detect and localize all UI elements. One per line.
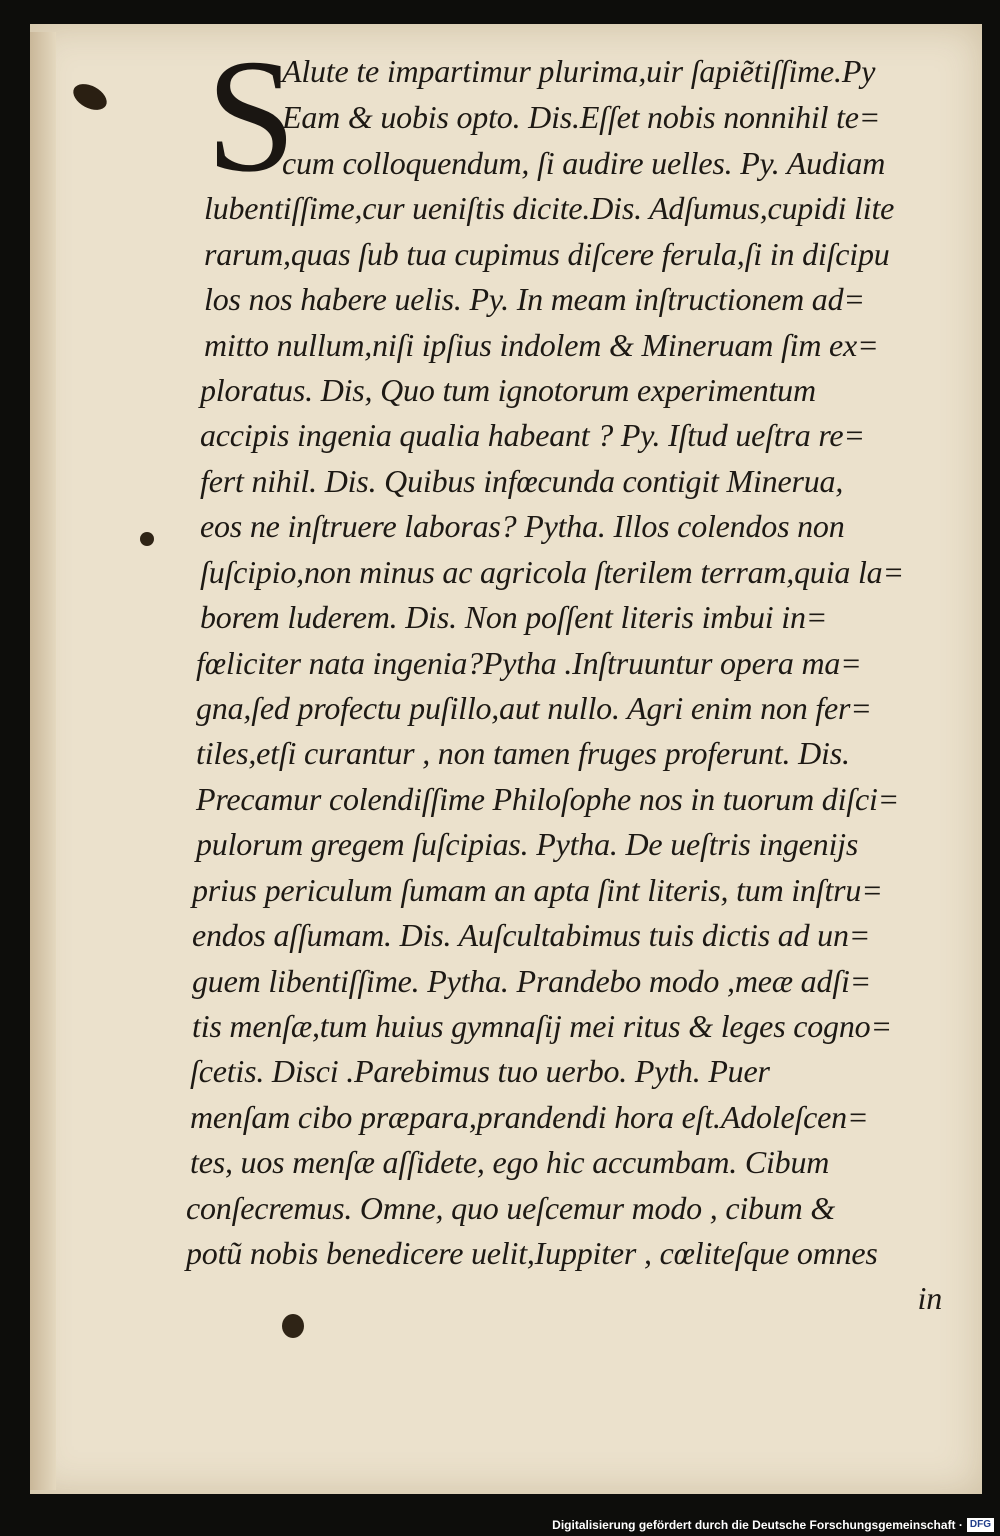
text-line: tis menſæ,tum huius gymnaſij mei ritus & leges cogno= xyxy=(192,1008,892,1044)
footer-text: Digitalisierung gefördert durch die Deutsche Forschungsgemeinschaft · xyxy=(552,1518,963,1532)
text-line: borem luderem. Dis. Non poſſent literis imbui in= xyxy=(200,599,828,635)
text-line: conſecremus. Omne, quo ueſcemur modo , cibum & xyxy=(186,1190,836,1226)
text-line: rarum,quas ſub tua cupimus diſcere ferula,ſi in diſcipu xyxy=(204,236,890,272)
text-line: ſcetis. Disci .Parebimus tuo uerbo. Pyth. Puer xyxy=(190,1053,770,1089)
text-line: tiles,etſi curantur , non tamen fruges proferunt. Dis. xyxy=(196,735,850,771)
text-line: Eam & uobis opto. Dis.Eſſet nobis nonnihil te= xyxy=(282,99,881,135)
page-edge xyxy=(30,32,56,1490)
text-line: endos aſſumam. Dis. Auſcultabimus tuis dictis ad un= xyxy=(192,917,871,953)
text-line: tes, uos menſæ aſſidete, ego hic accumbam. Cibum xyxy=(190,1144,830,1180)
text-line: los nos habere uelis. Py. In meam inſtructionem ad= xyxy=(204,281,865,317)
text-line: fert nihil. Dis. Quibus infœcunda contigit Minerua, xyxy=(200,463,844,499)
text-line: Precamur colendiſſime Philoſophe nos in tuorum diſci= xyxy=(196,781,900,817)
text-line: gna,ſed profectu puſillo,aut nullo. Agri enim non fer= xyxy=(196,690,872,726)
text-line: pulorum gregem ſuſcipias. Pytha. De ueſtris ingenijs xyxy=(196,826,859,862)
text-line: ſuſcipio,non minus ac agricola ſterilem terram,quia la= xyxy=(200,554,904,590)
text-line: lubentiſſime,cur ueniſtis dicite.Dis. Adſumus,cupidi lite xyxy=(204,190,895,226)
ink-dot xyxy=(282,1314,304,1338)
ink-dot xyxy=(140,532,154,546)
catchword: in xyxy=(917,1280,942,1316)
text-line: fœliciter nata ingenia?Pytha .Inſtruuntur opera ma= xyxy=(196,645,862,681)
text-line: eos ne inſtruere laboras? Pytha. Illos colendos non xyxy=(200,508,845,544)
text-line: prius periculum ſumam an apta ſint literis, tum inſtru= xyxy=(192,872,883,908)
text-line: menſam cibo præpara,prandendi hora eſt.Adoleſcen= xyxy=(190,1099,869,1135)
text-line: accipis ingenia qualia habeant ? Py. Iſtud ueſtra re= xyxy=(200,417,865,453)
text-line: potũ nobis benedicere uelit,Iuppiter , cœliteſque omnes xyxy=(186,1235,878,1271)
footer-credit xyxy=(552,1518,994,1532)
dfg-logo: DFG xyxy=(967,1518,994,1532)
drop-cap: S xyxy=(206,27,297,206)
text-line: Alute te impartimur plurima,uir ſapiẽtiſſime.Py xyxy=(282,53,876,89)
text-line: cum colloquendum, ſi audire uelles. Py. Audiam xyxy=(282,145,886,181)
text-line: ploratus. Dis, Quo tum ignotorum experimentum xyxy=(200,372,816,408)
text-line: mitto nullum,niſi ipſius indolem & Mineruam ſim ex= xyxy=(204,327,879,363)
text-line: guem libentiſſime. Pytha. Prandebo modo ,meæ adſi= xyxy=(192,963,872,999)
